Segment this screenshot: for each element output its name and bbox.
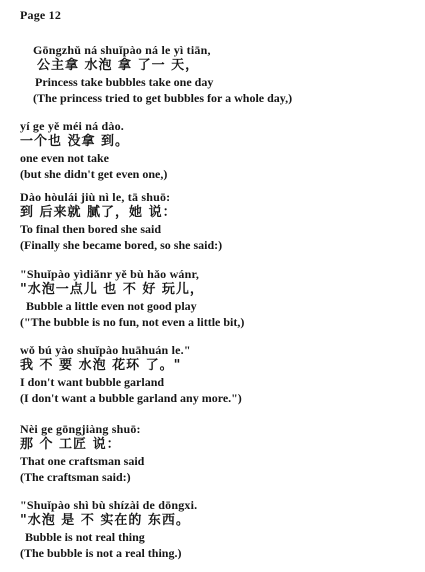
translation-line: (I don't want a bubble garland any more.") (20, 391, 242, 405)
stanza-5 (20, 342, 415, 406)
hanzi-line: 公主拿 水泡 拿 了一 天， (37, 58, 200, 73)
translation-line: ("The bubble is no fun, not even a little bit,) (20, 315, 245, 329)
hanzi-line: "水泡 是 不 实在的 东西。 (20, 513, 190, 528)
translation-line: (but she didn't get even one,) (20, 167, 168, 181)
pinyin-line: Gōngzhǔ ná shuǐpào ná le yì tiān, (33, 43, 211, 57)
gloss-line: Bubble a little even not good play (26, 299, 197, 313)
stanza-6 (20, 421, 415, 485)
translation-line: (The craftsman said:) (20, 470, 131, 484)
stanza-4 (20, 266, 415, 330)
page-number: Page 12 (20, 8, 62, 22)
hanzi-line: "水泡一点儿 也 不 好 玩儿， (20, 282, 204, 297)
pinyin-line: Dào hòulái jiù nì le, tā shuō: (20, 190, 171, 204)
gloss-line: one even not take (20, 151, 109, 165)
gloss-line: To final then bored she said (20, 222, 162, 236)
stanza-2 (20, 118, 415, 182)
pinyin-line: Nèi ge gōngjiàng shuō: (20, 422, 141, 436)
hanzi-line: 那 个 工匠 说： (20, 437, 121, 452)
gloss-line: Bubble is not real thing (25, 530, 145, 544)
stanza-3 (20, 189, 415, 253)
hanzi-line: 我 不 要 水泡 花环 了。" (20, 358, 182, 373)
gloss-line: Princess take bubbles take one day (35, 75, 214, 89)
gloss-line: I don't want bubble garland (20, 375, 165, 389)
pinyin-line: "Shuǐpào yìdiǎnr yě bù hǎo wánr, (20, 267, 200, 281)
translation-line: (Finally she became bored, so she said:) (20, 238, 223, 252)
stanza-7 (20, 497, 415, 561)
pinyin-line: wǒ bú yào shuǐpào huāhuán le." (20, 343, 191, 357)
hanzi-line: 一个也 没拿 到。 (20, 134, 130, 149)
translation-line: (The princess tried to get bubbles for a whole day,) (33, 91, 293, 105)
translation-line: (The bubble is not a real thing.) (20, 546, 182, 560)
hanzi-line: 到 后来就 腻了，她 说： (20, 205, 177, 220)
pinyin-line: yí ge yě méi ná dào. (20, 119, 124, 133)
pinyin-line: "Shuǐpào shì bù shízài de dōngxi. (20, 498, 198, 512)
gloss-line: That one craftsman said (20, 454, 145, 468)
stanza-1 (20, 42, 415, 106)
